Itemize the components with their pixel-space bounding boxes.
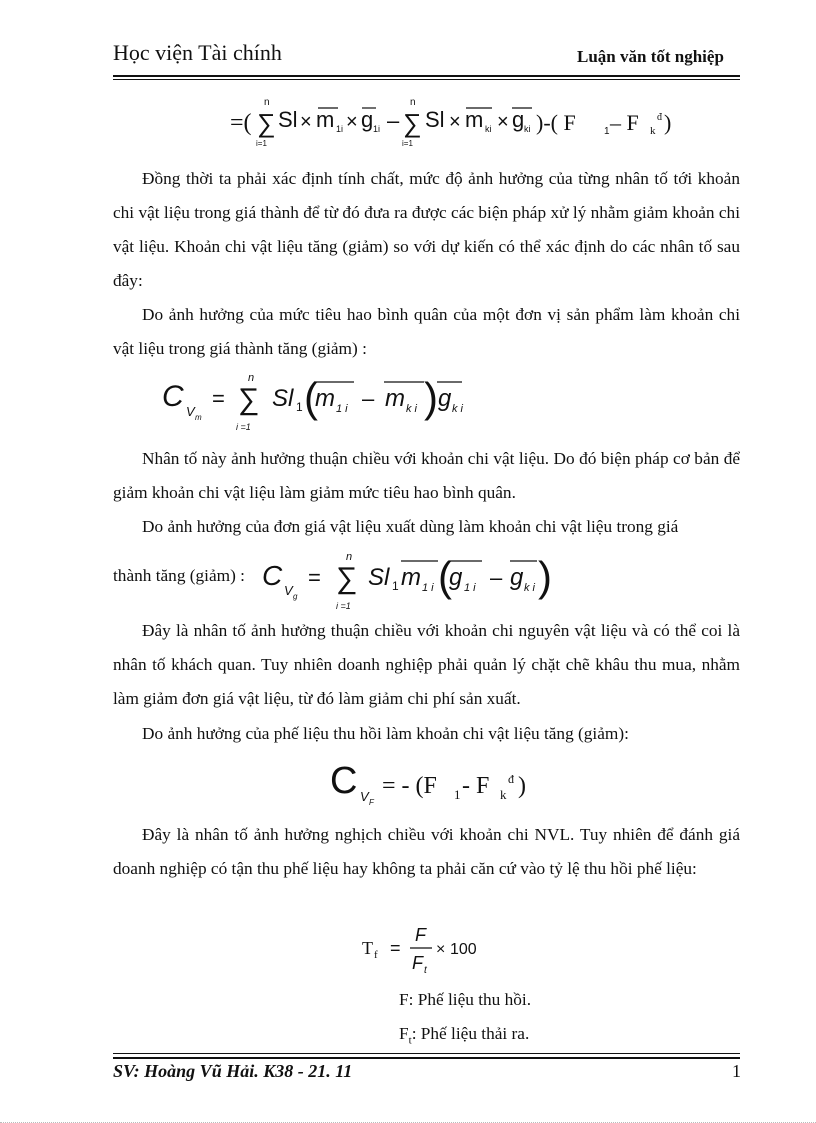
times4: × — [497, 111, 509, 133]
f3-v: V — [360, 789, 369, 804]
minus1: – — [387, 108, 400, 133]
formula-cvm — [162, 366, 482, 436]
f2-sigma: ∑ — [336, 562, 358, 595]
tail-k: k — [650, 125, 656, 137]
f2-eq: = — [308, 565, 321, 590]
f3-sub2: k — [500, 787, 507, 802]
formula-prefix: =( — [230, 110, 252, 136]
f2-rparen: ) — [538, 553, 552, 600]
header-rule-thick — [113, 75, 740, 77]
f1-n: n — [248, 372, 255, 384]
f4-t: T — [362, 938, 373, 958]
f3-close: ) — [518, 773, 526, 799]
note-ft-sub: t — [408, 1034, 412, 1047]
footer-rule-thin — [113, 1053, 740, 1054]
note-f: F: Phế liệu thu hồi. — [399, 990, 532, 1009]
f2-c: C — [262, 560, 283, 591]
f2-gk-sub: k i — [524, 582, 535, 594]
term1-m-sub: 1i — [336, 124, 344, 134]
note-ft-symbol: F — [399, 1024, 409, 1043]
f1-m-sub: m — [195, 413, 202, 422]
f4-100: 100 — [450, 941, 477, 958]
formula-tf — [362, 920, 492, 980]
header-document-type: Luận văn tốt nghiệp — [577, 47, 724, 66]
term2-m-sub: ki — [485, 124, 492, 134]
f3-sup: đ — [508, 772, 514, 786]
formula-cvg — [262, 545, 562, 615]
paragraph-3: Nhân tố này ảnh hưởng thuận chiều với khoản chi vật liệu. Do đó biện pháp cơ bản để giảm khoản chi vật liệu làm giảm mức tiêu hao bình quân. — [113, 449, 740, 502]
f1-sl: Sl — [272, 385, 294, 412]
header-rule-thin — [113, 79, 740, 80]
paragraph-4-continuation: thành tăng (giảm) : — [113, 566, 245, 585]
tail-minus-f: – F — [610, 110, 639, 135]
f2-sl: Sl — [368, 564, 390, 591]
f2-n: n — [346, 551, 353, 563]
f3-f-sub2: F — [369, 798, 374, 807]
f1-minus: – — [362, 386, 375, 411]
f2-g1-sub: 1 i — [464, 582, 476, 594]
f2-lparen: ( — [438, 553, 452, 600]
page-number: 1 — [732, 1061, 741, 1081]
paragraph-4: Do ảnh hưởng của đơn giá vật liệu xuất dùng làm khoản chi vật liệu trong giá — [142, 517, 679, 536]
f1-i: i =1 — [236, 422, 251, 432]
paragraph-7: Đây là nhân tố ảnh hưởng nghịch chiều với khoản chi NVL. Tuy nhiên để đánh giá doanh nghiệp có tận thu phế liệu hay không ta phải căn cứ vào tỷ lệ thu hồi phế liệu: — [113, 825, 740, 878]
f3-mid: - F — [462, 773, 490, 799]
paragraph-1: Đồng thời ta phải xác định tính chất, mức độ ảnh hưởng của từng nhân tố tới khoản chi vật liệu trong giá thành để từ đó đưa ra được các biện pháp xử lý nhằm giảm khoản chi vật liệu. Khoản chi vật liệu tăng (giảm) so với dự kiến có thể xác định do các nhân tố sau đây: — [113, 169, 740, 290]
formula-cvf — [330, 755, 560, 815]
term2-g: g — [512, 107, 525, 132]
term1-m: m — [316, 107, 335, 132]
f2-m-sub: 1 i — [422, 582, 434, 594]
footer-rule-thick — [113, 1057, 740, 1059]
tail-sub1: 1 — [604, 126, 610, 137]
f1-sigma: ∑ — [238, 383, 260, 416]
term2-sl: Sl — [425, 107, 445, 132]
paragraph-5: Đây là nhân tố ảnh hưởng thuận chiều với khoản chi nguyên vật liệu và có thể coi là nhân tố khách quan. Tuy nhiên doanh nghiệp phải quản lý chặt chẽ khâu thu mua, nhằm làm giảm đơn giá vật liệu, từ đó làm giảm chi phí sản xuất. — [113, 621, 740, 708]
term1-g: g — [361, 107, 374, 132]
f1-g: g — [438, 385, 452, 412]
paragraph-2: Do ảnh hưởng của mức tiêu hao bình quân của một đơn vị sản phẩm làm khoản chi vật liệu trong giá thành tăng (giảm) : — [113, 305, 740, 358]
formula-difference — [230, 92, 700, 152]
tail-d: đ — [657, 112, 662, 123]
f2-sl-sub: 1 — [392, 579, 399, 593]
f3-rhs: = - (F — [382, 773, 437, 799]
f2-m: m — [401, 564, 421, 591]
f4-times: × — [436, 941, 446, 958]
f2-minus: – — [490, 565, 503, 590]
sum1-lower: i=1 — [256, 139, 267, 148]
sum2-upper: n — [410, 97, 416, 108]
f4-t-sub: f — [374, 949, 378, 961]
term1-sl: Sl — [278, 107, 298, 132]
f4-den: F — [412, 953, 423, 973]
f4-num: F — [415, 925, 426, 945]
f1-sl-sub: 1 — [296, 400, 303, 414]
sum2-sigma: ∑ — [403, 108, 422, 138]
note-ft — [399, 1024, 529, 1046]
f2-i: i =1 — [336, 601, 351, 611]
f1-rparen: ) — [424, 374, 438, 421]
f1-m1: m — [315, 385, 335, 412]
f1-eq: = — [212, 386, 225, 411]
times1: × — [300, 111, 312, 133]
f1-v: V — [186, 404, 195, 419]
tail-close: ) — [664, 110, 672, 135]
term2-g-sub: ki — [524, 124, 531, 134]
f1-g-sub: k i — [452, 403, 463, 415]
times3: × — [449, 111, 461, 133]
header-institution: Học viện Tài chính — [113, 40, 282, 65]
f4-den-sub: t — [424, 965, 427, 976]
f3-c: C — [330, 760, 358, 802]
sum1-upper: n — [264, 97, 270, 108]
term2-m: m — [465, 107, 484, 132]
f2-g1: g — [449, 564, 463, 591]
f1-lparen: ( — [304, 374, 318, 421]
f3-sub1: 1 — [454, 787, 461, 802]
f2-gk: g — [510, 564, 524, 591]
formula-tail: )-( F — [536, 110, 576, 135]
f1-c: C — [162, 380, 184, 413]
f1-mk-sub: k i — [406, 403, 417, 415]
footer-author: SV: Hoàng Vũ Hải. K38 - 21. 11 — [113, 1061, 353, 1081]
f2-g-sub2: g — [293, 592, 298, 601]
note-ft-text: : Phế liệu thải ra. — [411, 1024, 530, 1043]
f2-v: V — [284, 583, 293, 598]
f1-m1-sub: 1 i — [336, 403, 348, 415]
sum2-lower: i=1 — [402, 139, 413, 148]
times2: × — [346, 111, 358, 133]
term1-g-sub: 1i — [373, 124, 381, 134]
f1-mk: m — [385, 385, 405, 412]
f4-eq: = — [390, 938, 401, 958]
paragraph-6: Do ảnh hưởng của phế liệu thu hồi làm khoản chi vật liệu tăng (giảm): — [142, 724, 629, 743]
sum1-sigma: ∑ — [257, 108, 276, 138]
